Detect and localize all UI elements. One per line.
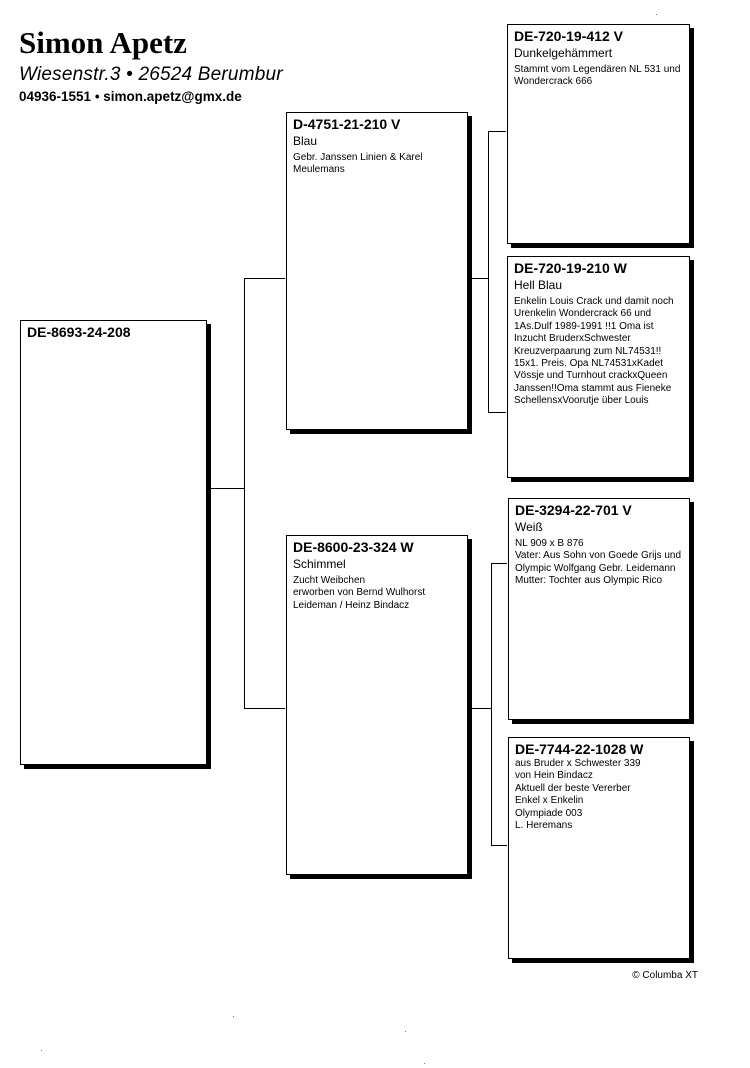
feather-color: Blau	[293, 134, 318, 148]
pedigree-card-subject[interactable]	[20, 320, 207, 765]
connector-dam-vertical	[491, 563, 492, 846]
breeding-note: aus Bruder x Schwester 339 von Hein Bindacz Aktuell der beste Vererber Enkel x Enkelin Olympiade 003 L. Heremans	[515, 758, 641, 832]
pedigree-card-sire-dam[interactable]	[507, 256, 690, 478]
scan-speck	[233, 1016, 234, 1017]
pedigree-card-dam-sire[interactable]	[508, 498, 690, 720]
ring-number: DE-7744-22-1028 W	[515, 741, 644, 757]
scan-speck	[424, 1063, 425, 1064]
ring-number: DE-8600-23-324 W	[293, 539, 414, 555]
connector-to-sire-dam	[488, 412, 506, 413]
owner-name: Simon Apetz	[19, 25, 187, 60]
owner-address: Wiesenstr.3 • 26524 Berumbur	[19, 64, 283, 85]
connector-to-dam-sire	[491, 563, 507, 564]
connector-subject-out	[208, 488, 244, 489]
feather-color: Schimmel	[293, 557, 346, 571]
feather-color: Hell Blau	[514, 278, 563, 292]
pedigree-card-sire[interactable]	[286, 112, 468, 430]
connector-to-dam	[244, 708, 285, 709]
breeding-note: Enkelin Louis Crack und damit noch Urenkelin Wondercrack 66 und 1As.Dulf 1989-1991 !!1 Oma ist Inzucht BruderxSchwester Kreuzverpaarung zum NL74531!! 15x1. Preis. Opa NL74531xKadet Vössje und Turnhout crackxQueen Janssen!!Oma stammt aus Fieneke SchellensxVoorutje über Louis	[514, 296, 674, 407]
pedigree-card-sire-sire[interactable]	[507, 24, 690, 244]
connector-to-sire-sire	[488, 131, 506, 132]
connector-to-dam-dam	[491, 845, 507, 846]
feather-color: Weiß	[515, 520, 543, 534]
ring-number: DE-720-19-210 W	[514, 260, 627, 276]
ring-number: DE-3294-22-701 V	[515, 502, 632, 518]
software-credit: © Columba XT	[632, 970, 698, 981]
breeding-note: Gebr. Janssen Linien & Karel Meulemans	[293, 152, 423, 176]
scan-speck	[656, 14, 657, 15]
pedigree-card-dam-dam[interactable]	[508, 737, 690, 959]
ring-number: DE-8693-24-208	[27, 324, 131, 340]
connector-gen1-vertical	[244, 278, 245, 709]
breeding-note: NL 909 x B 876 Vater: Aus Sohn von Goede Grijs und Olympic Wolfgang Gebr. Leidemann Mutter: Tochter aus Olympic Rico	[515, 538, 682, 587]
ring-number: D-4751-21-210 V	[293, 116, 401, 132]
ring-number: DE-720-19-412 V	[514, 28, 623, 44]
pedigree-card-dam[interactable]	[286, 535, 468, 875]
breeding-note: Stammt vom Legendären NL 531 und Wondercrack 666	[514, 64, 681, 88]
connector-sire-out	[469, 278, 489, 279]
feather-color: Dunkelgehämmert	[514, 46, 613, 60]
connector-dam-out	[469, 708, 492, 709]
owner-contact: 04936-1551 • simon.apetz@gmx.de	[19, 89, 242, 104]
connector-sire-vertical	[488, 131, 489, 413]
scan-speck	[41, 1050, 42, 1051]
breeding-note: Zucht Weibchen erworben von Bernd Wulhorst Leideman / Heinz Bindacz	[293, 575, 426, 611]
scan-speck	[405, 1031, 406, 1032]
connector-to-sire	[244, 278, 285, 279]
